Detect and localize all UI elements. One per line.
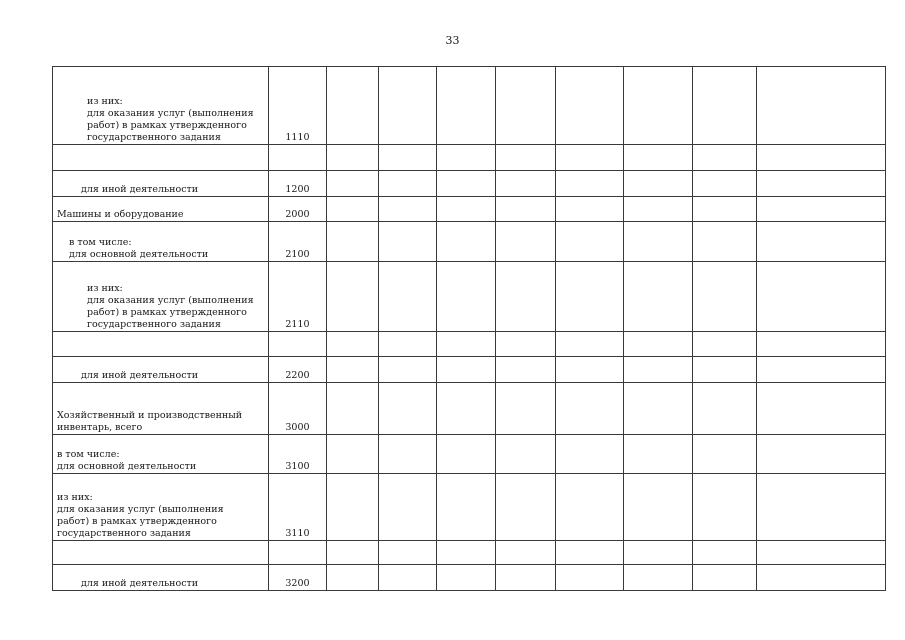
value-cell bbox=[437, 171, 495, 197]
value-cell bbox=[757, 565, 886, 591]
value-cell bbox=[326, 435, 378, 474]
value-cell bbox=[378, 171, 436, 197]
value-cell bbox=[556, 332, 624, 357]
table-row bbox=[53, 222, 886, 262]
value-cell bbox=[378, 262, 436, 332]
row-label: Машины и оборудование bbox=[53, 197, 269, 222]
value-cell bbox=[624, 474, 692, 541]
row-code: 1110 bbox=[269, 67, 326, 145]
value-cell bbox=[495, 222, 555, 262]
value-cell bbox=[378, 435, 436, 474]
value-cell bbox=[624, 332, 692, 357]
value-cell bbox=[378, 565, 436, 591]
value-cell bbox=[757, 541, 886, 565]
row-code bbox=[269, 332, 326, 357]
value-cell bbox=[326, 332, 378, 357]
value-cell bbox=[326, 262, 378, 332]
value-cell bbox=[326, 357, 378, 383]
value-cell bbox=[556, 145, 624, 171]
value-cell bbox=[556, 197, 624, 222]
value-cell bbox=[437, 435, 495, 474]
row-code bbox=[269, 541, 326, 565]
row-code: 1200 bbox=[269, 171, 326, 197]
table-row bbox=[53, 197, 886, 222]
value-cell bbox=[757, 262, 886, 332]
row-code: 2000 bbox=[269, 197, 326, 222]
row-code: 2100 bbox=[269, 222, 326, 262]
value-cell bbox=[692, 565, 756, 591]
row-label: из них: для оказания услуг (выполнения работ) в рамках утвержденного государственного задания bbox=[53, 67, 269, 145]
value-cell bbox=[326, 565, 378, 591]
value-cell bbox=[378, 541, 436, 565]
row-label: Хозяйственный и производственный инвентарь, всего bbox=[53, 383, 269, 435]
value-cell bbox=[692, 474, 756, 541]
value-cell bbox=[624, 435, 692, 474]
value-cell bbox=[556, 435, 624, 474]
value-cell bbox=[326, 541, 378, 565]
row-label: в том числе: для основной деятельности bbox=[53, 222, 269, 262]
value-cell bbox=[757, 145, 886, 171]
row-label bbox=[53, 145, 269, 171]
table-row bbox=[53, 145, 886, 171]
value-cell bbox=[495, 262, 555, 332]
table-row bbox=[53, 357, 886, 383]
value-cell bbox=[624, 357, 692, 383]
value-cell bbox=[692, 383, 756, 435]
value-cell bbox=[624, 565, 692, 591]
value-cell bbox=[437, 262, 495, 332]
value-cell bbox=[757, 67, 886, 145]
value-cell bbox=[437, 197, 495, 222]
value-cell bbox=[624, 383, 692, 435]
value-cell bbox=[495, 332, 555, 357]
value-cell bbox=[556, 474, 624, 541]
value-cell bbox=[326, 67, 378, 145]
row-label: в том числе: для основной деятельности bbox=[53, 435, 269, 474]
row-code: 3200 bbox=[269, 565, 326, 591]
value-cell bbox=[692, 357, 756, 383]
value-cell bbox=[437, 332, 495, 357]
value-cell bbox=[556, 171, 624, 197]
value-cell bbox=[378, 67, 436, 145]
value-cell bbox=[757, 435, 886, 474]
row-label bbox=[53, 332, 269, 357]
value-cell bbox=[326, 197, 378, 222]
table-row bbox=[53, 262, 886, 332]
value-cell bbox=[556, 541, 624, 565]
asset-table bbox=[52, 66, 886, 591]
row-code: 2110 bbox=[269, 262, 326, 332]
row-code: 2200 bbox=[269, 357, 326, 383]
value-cell bbox=[495, 383, 555, 435]
row-code: 3000 bbox=[269, 383, 326, 435]
value-cell bbox=[757, 222, 886, 262]
value-cell bbox=[757, 332, 886, 357]
row-label: из них: для оказания услуг (выполнения работ) в рамках утвержденного государственного задания bbox=[53, 262, 269, 332]
value-cell bbox=[495, 541, 555, 565]
value-cell bbox=[692, 197, 756, 222]
row-code: 3110 bbox=[269, 474, 326, 541]
table-row bbox=[53, 541, 886, 565]
table-row bbox=[53, 474, 886, 541]
value-cell bbox=[692, 67, 756, 145]
value-cell bbox=[326, 171, 378, 197]
value-cell bbox=[495, 67, 555, 145]
value-cell bbox=[495, 565, 555, 591]
value-cell bbox=[624, 262, 692, 332]
value-cell bbox=[437, 565, 495, 591]
value-cell bbox=[692, 435, 756, 474]
table-row bbox=[53, 383, 886, 435]
value-cell bbox=[495, 171, 555, 197]
value-cell bbox=[757, 197, 886, 222]
value-cell bbox=[692, 222, 756, 262]
value-cell bbox=[437, 222, 495, 262]
row-label: для иной деятельности bbox=[53, 357, 269, 383]
value-cell bbox=[692, 541, 756, 565]
value-cell bbox=[495, 197, 555, 222]
value-cell bbox=[378, 474, 436, 541]
value-cell bbox=[495, 435, 555, 474]
value-cell bbox=[437, 145, 495, 171]
value-cell bbox=[437, 357, 495, 383]
row-label bbox=[53, 541, 269, 565]
row-code: 3100 bbox=[269, 435, 326, 474]
value-cell bbox=[624, 171, 692, 197]
row-label: из них: для оказания услуг (выполнения работ) в рамках утвержденного государственного задания bbox=[53, 474, 269, 541]
row-label: для иной деятельности bbox=[53, 171, 269, 197]
value-cell bbox=[624, 145, 692, 171]
value-cell bbox=[437, 541, 495, 565]
table-row bbox=[53, 565, 886, 591]
value-cell bbox=[692, 145, 756, 171]
value-cell bbox=[556, 383, 624, 435]
value-cell bbox=[326, 383, 378, 435]
value-cell bbox=[378, 357, 436, 383]
value-cell bbox=[556, 357, 624, 383]
value-cell bbox=[326, 474, 378, 541]
value-cell bbox=[326, 145, 378, 171]
table-row bbox=[53, 171, 886, 197]
value-cell bbox=[624, 67, 692, 145]
value-cell bbox=[757, 171, 886, 197]
value-cell bbox=[757, 383, 886, 435]
row-label: для иной деятельности bbox=[53, 565, 269, 591]
value-cell bbox=[692, 262, 756, 332]
value-cell bbox=[692, 332, 756, 357]
value-cell bbox=[437, 474, 495, 541]
value-cell bbox=[624, 197, 692, 222]
value-cell bbox=[437, 383, 495, 435]
page-number: 33 bbox=[445, 34, 460, 47]
value-cell bbox=[326, 222, 378, 262]
value-cell bbox=[757, 357, 886, 383]
value-cell bbox=[495, 474, 555, 541]
value-cell bbox=[437, 67, 495, 145]
table-row bbox=[53, 435, 886, 474]
value-cell bbox=[378, 197, 436, 222]
value-cell bbox=[495, 357, 555, 383]
value-cell bbox=[556, 222, 624, 262]
value-cell bbox=[556, 565, 624, 591]
row-code bbox=[269, 145, 326, 171]
value-cell bbox=[378, 332, 436, 357]
value-cell bbox=[757, 474, 886, 541]
value-cell bbox=[624, 222, 692, 262]
value-cell bbox=[556, 67, 624, 145]
value-cell bbox=[624, 541, 692, 565]
table-row bbox=[53, 67, 886, 145]
value-cell bbox=[378, 222, 436, 262]
value-cell bbox=[556, 262, 624, 332]
table-row bbox=[53, 332, 886, 357]
value-cell bbox=[378, 145, 436, 171]
value-cell bbox=[692, 171, 756, 197]
value-cell bbox=[495, 145, 555, 171]
value-cell bbox=[378, 383, 436, 435]
